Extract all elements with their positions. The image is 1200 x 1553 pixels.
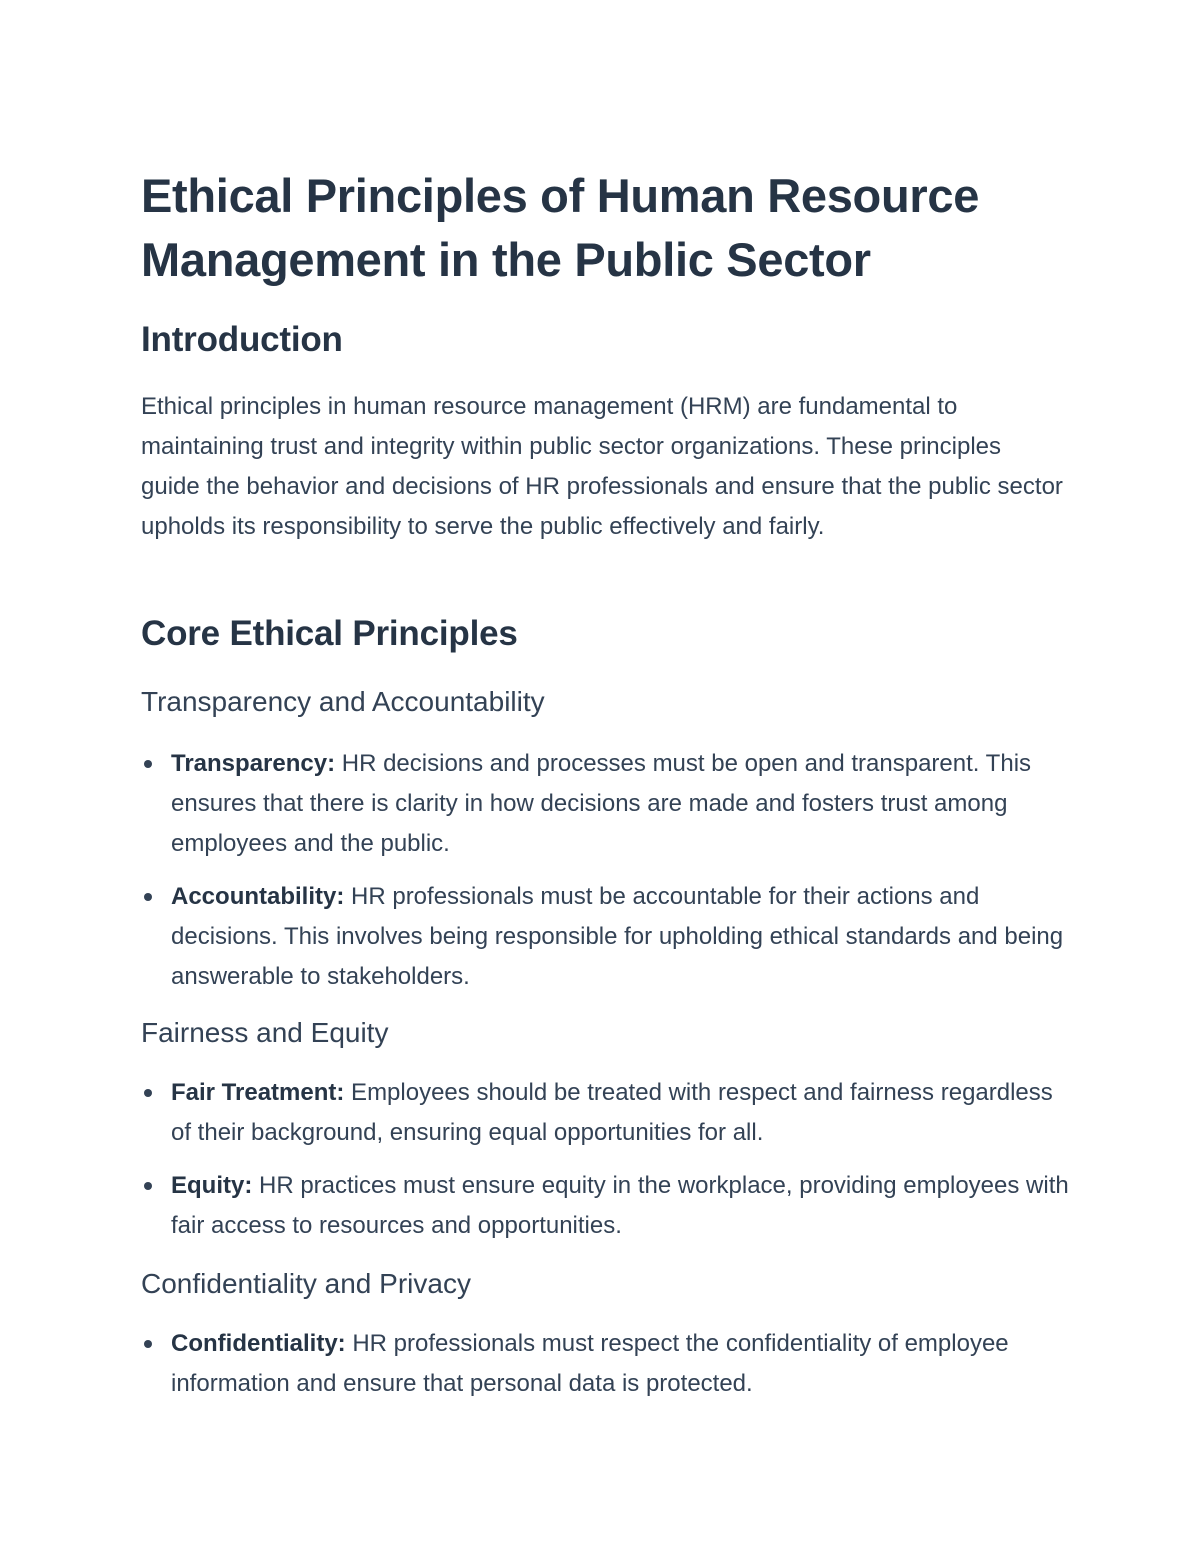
list-item-text: HR professionals must be accountable for their actions and decisions. This involves being responsible for upholding ethical standards and being answerable to stakeholders. xyxy=(171,883,1064,990)
list-item-term: Fair Treatment: xyxy=(171,1079,345,1106)
introduction-paragraph: Ethical principles in human resource management (HRM) are fundamental to maintaining trust and integrity within public sector organizations. These principles guide the behavior and decisions of HR professionals and ensure that the public sector upholds its responsibility to serve the public effectively and fairly. xyxy=(141,393,1063,540)
list-item xyxy=(141,877,1071,997)
transparency-accountability-list xyxy=(141,744,1071,997)
document-title: Ethical Principles of Human Resource Management in the Public Sector xyxy=(141,169,980,286)
transparency-accountability-heading: Transparency and Accountability xyxy=(141,686,545,717)
bullet-icon xyxy=(144,1089,152,1097)
confidentiality-privacy-heading: Confidentiality and Privacy xyxy=(141,1268,471,1299)
list-item-term: Confidentiality: xyxy=(171,1330,346,1357)
bullet-icon xyxy=(144,893,152,901)
list-item xyxy=(141,744,1071,864)
introduction-heading: Introduction xyxy=(141,320,343,359)
bullet-icon xyxy=(144,1182,152,1190)
list-item-term: Transparency: xyxy=(171,750,336,777)
list-item-term: Equity: xyxy=(171,1172,253,1199)
list-item-term: Accountability: xyxy=(171,883,345,910)
bullet-icon xyxy=(144,760,152,768)
list-item-text: HR decisions and processes must be open and transparent. This ensures that there is clarity in how decisions are made and fosters trust among employees and the public. xyxy=(171,750,1032,857)
confidentiality-privacy-list xyxy=(141,1324,1071,1404)
fairness-equity-list xyxy=(141,1073,1071,1246)
fairness-equity-heading: Fairness and Equity xyxy=(141,1017,389,1048)
list-item xyxy=(141,1166,1071,1246)
list-item-text: Employees should be treated with respect and fairness regardless of their background, ensuring equal opportunities for all. xyxy=(171,1079,1053,1146)
list-item-text: HR professionals must respect the confidentiality of employee information and ensure that personal data is protected. xyxy=(171,1330,1009,1397)
bullet-icon xyxy=(144,1340,152,1348)
list-item xyxy=(141,1324,1071,1404)
list-item-text: HR practices must ensure equity in the workplace, providing employees with fair access to resources and opportunities. xyxy=(171,1172,1069,1239)
list-item xyxy=(141,1073,1071,1153)
core-principles-heading: Core Ethical Principles xyxy=(141,614,518,653)
